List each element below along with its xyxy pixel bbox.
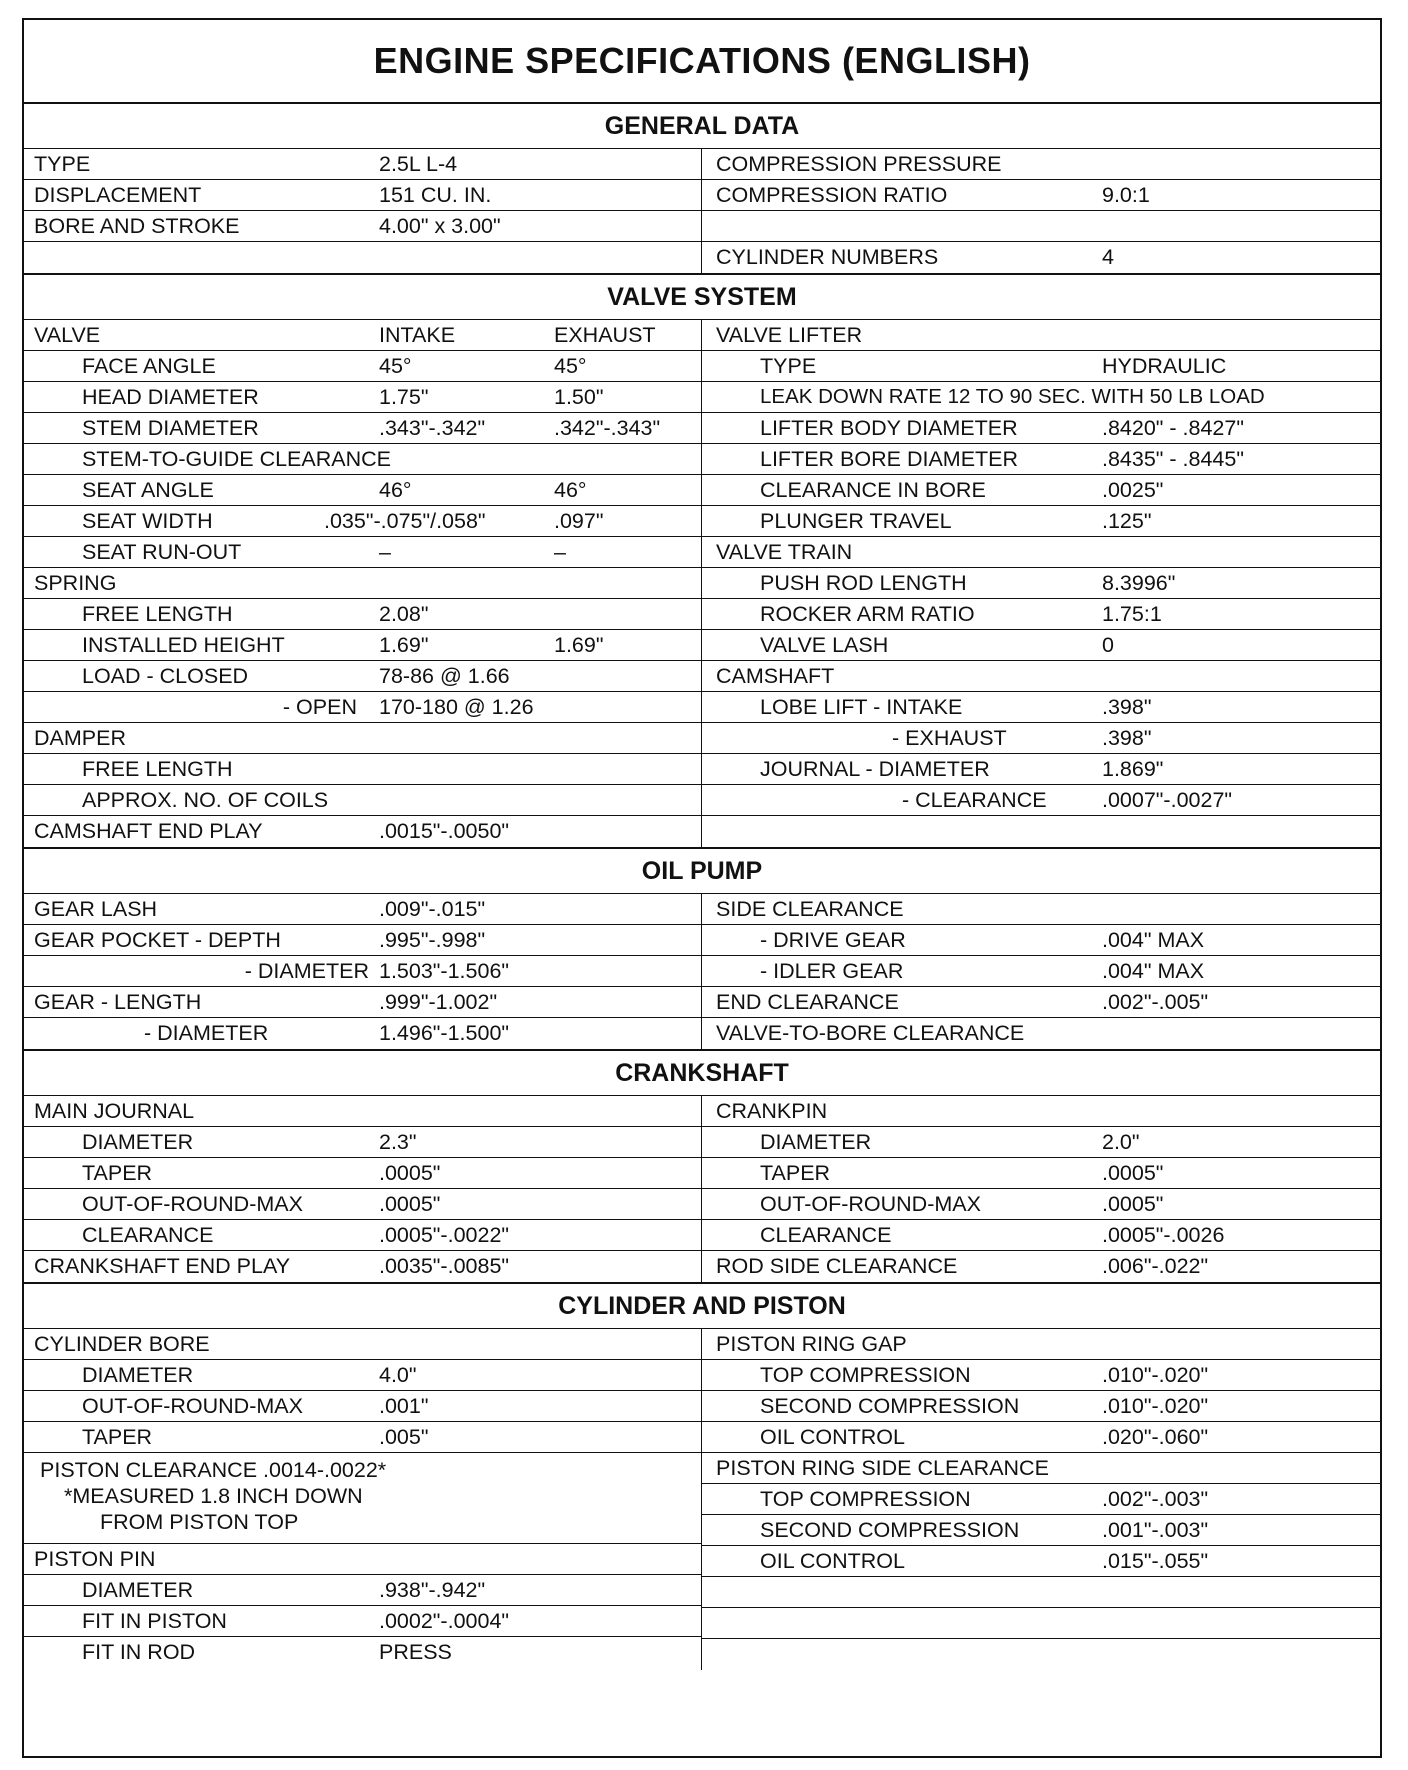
table-row	[702, 211, 1380, 242]
table-row	[24, 599, 701, 630]
table-row	[702, 506, 1380, 537]
spec-label: OUT-OF-ROUND-MAX	[82, 1191, 303, 1216]
note-line: FROM PISTON TOP	[100, 1510, 299, 1534]
spec-value: .004" MAX	[1102, 958, 1205, 983]
table-row	[702, 320, 1380, 351]
section-valve-system	[24, 275, 1380, 849]
spec-label: SECOND COMPRESSION	[760, 1517, 1020, 1542]
spec-value: .0007"-.0027"	[1102, 787, 1233, 812]
table-row	[24, 956, 701, 987]
valve-right-column	[702, 320, 1380, 847]
spec-value: .010"-.020"	[1102, 1393, 1209, 1418]
table-row	[24, 475, 701, 506]
spec-value: 0	[1102, 632, 1114, 657]
table-row	[702, 444, 1380, 475]
spec-label: VALVE	[34, 322, 101, 347]
spec-sheet	[22, 18, 1382, 1758]
spec-value: .995"-.998"	[379, 927, 486, 952]
spec-value: 1.503"-1.506"	[379, 958, 510, 983]
table-row	[24, 1637, 701, 1668]
table-row	[702, 475, 1380, 506]
spec-label: CYLINDER NUMBERS	[716, 245, 939, 269]
exhaust-value: 1.69"	[554, 632, 604, 657]
table-row	[702, 661, 1380, 692]
table-row	[702, 413, 1380, 444]
table-row	[24, 816, 701, 847]
spec-label: MAIN JOURNAL	[34, 1098, 195, 1123]
crank-left-column	[24, 1096, 702, 1282]
table-row	[702, 692, 1380, 723]
table-row	[702, 754, 1380, 785]
table-row	[702, 351, 1380, 382]
section-oil-pump	[24, 849, 1380, 1051]
table-row	[24, 1575, 701, 1606]
table-row	[702, 537, 1380, 568]
spec-value: .0005"	[379, 1160, 441, 1185]
section-header: VALVE SYSTEM	[24, 275, 1380, 320]
spec-label: CLEARANCE IN BORE	[760, 477, 986, 502]
table-row	[24, 661, 701, 692]
exhaust-value: 46°	[554, 477, 587, 502]
spec-value: 1.75:1	[1102, 601, 1162, 626]
table-row	[24, 180, 701, 211]
spec-label: COMPRESSION PRESSURE	[716, 151, 1002, 176]
spec-label: VALVE LASH	[760, 632, 889, 657]
spec-label: OUT-OF-ROUND-MAX	[760, 1191, 981, 1216]
intake-value: 1.75"	[379, 384, 429, 409]
general-right-column	[702, 149, 1380, 273]
table-row	[702, 149, 1380, 180]
spec-value: .0002"-.0004"	[379, 1608, 510, 1633]
spec-label: ROD SIDE CLEARANCE	[716, 1254, 958, 1278]
table-row	[24, 987, 701, 1018]
spec-value: .020"-.060"	[1102, 1424, 1209, 1449]
table-row	[702, 1422, 1380, 1453]
table-row	[702, 925, 1380, 956]
table-row	[702, 1453, 1380, 1484]
section-header: CYLINDER AND PISTON	[24, 1284, 1380, 1329]
spec-label: VALVE TRAIN	[716, 539, 853, 564]
table-row	[702, 1096, 1380, 1127]
spec-value: 4	[1102, 245, 1114, 269]
intake-value: 2.08"	[379, 601, 429, 626]
table-row	[702, 1220, 1380, 1251]
intake-value: 46°	[379, 477, 412, 502]
table-row	[702, 1608, 1380, 1639]
table-row	[702, 1329, 1380, 1360]
spec-label: VALVE-TO-BORE CLEARANCE	[716, 1021, 1025, 1045]
spec-label: BORE AND STROKE	[34, 213, 240, 238]
table-row	[702, 723, 1380, 754]
table-row	[702, 894, 1380, 925]
spec-label: LOAD - CLOSED	[82, 663, 249, 688]
intake-value: 78-86 @ 1.66	[379, 663, 510, 688]
spec-value: .938"-.942"	[379, 1577, 486, 1602]
spec-label: TAPER	[82, 1424, 153, 1449]
table-row	[24, 1158, 701, 1189]
spec-label: OIL CONTROL	[760, 1424, 905, 1449]
spec-label: - IDLER GEAR	[760, 958, 904, 983]
section-cylinder-piston	[24, 1284, 1380, 1670]
spec-label: DISPLACEMENT	[34, 182, 202, 207]
oil-right-column	[702, 894, 1380, 1049]
spec-label: - DIAMETER	[144, 1021, 269, 1045]
table-row	[24, 785, 701, 816]
table-row	[702, 568, 1380, 599]
spec-label: CYLINDER BORE	[34, 1331, 210, 1356]
table-row	[24, 413, 701, 444]
spec-value: .015"-.055"	[1102, 1548, 1209, 1573]
spec-value: 4.0"	[379, 1362, 417, 1387]
table-row	[702, 180, 1380, 211]
table-row	[702, 956, 1380, 987]
exhaust-value: .342"-.343"	[554, 415, 661, 440]
spec-label: GEAR POCKET - DEPTH	[34, 927, 281, 952]
piston-clearance-note	[24, 1453, 701, 1544]
spec-value: .0005"	[1102, 1191, 1164, 1216]
spec-label: CLEARANCE	[760, 1222, 892, 1247]
table-row	[24, 723, 701, 754]
table-row	[702, 816, 1380, 847]
spec-value: 1.496"-1.500"	[379, 1021, 510, 1045]
spec-label: COMPRESSION RATIO	[716, 182, 948, 207]
spec-label: LIFTER BORE DIAMETER	[760, 446, 1019, 471]
spec-label: CAMSHAFT	[716, 663, 835, 688]
spec-label: JOURNAL - DIAMETER	[760, 756, 990, 781]
table-row	[24, 1251, 701, 1282]
spec-label: DIAMETER	[82, 1577, 194, 1602]
cyl-right-column	[702, 1329, 1380, 1670]
spec-label: DIAMETER	[760, 1129, 872, 1154]
spec-value: .125"	[1102, 508, 1152, 533]
table-row	[24, 444, 701, 475]
spec-label: ROCKER ARM RATIO	[760, 601, 975, 626]
spec-label: TAPER	[82, 1160, 153, 1185]
spec-label: LOBE LIFT - INTAKE	[760, 694, 963, 719]
table-row	[24, 1329, 701, 1360]
spec-label: - EXHAUST	[892, 725, 1007, 750]
spec-value: .002"-.005"	[1102, 989, 1209, 1014]
spec-label: PISTON RING GAP	[716, 1331, 907, 1356]
valve-left-column	[24, 320, 702, 847]
spec-value: 9.0:1	[1102, 182, 1150, 207]
spec-value: 8.3996"	[1102, 570, 1176, 595]
spec-value: .8435" - .8445"	[1102, 446, 1244, 471]
table-row	[702, 242, 1380, 273]
spec-value: 1.869"	[1102, 756, 1164, 781]
spec-label: PISTON PIN	[34, 1546, 156, 1571]
spec-label: - DIAMETER	[244, 958, 369, 983]
spec-label: PLUNGER TRAVEL	[760, 508, 952, 533]
table-row	[702, 1158, 1380, 1189]
intake-value: 170-180 @ 1.26	[379, 694, 534, 719]
spec-label: STEM-TO-GUIDE CLEARANCE	[82, 446, 391, 471]
spec-value: HYDRAULIC	[1102, 353, 1227, 378]
spec-label: DAMPER	[34, 725, 126, 750]
spec-label: FREE LENGTH	[82, 756, 233, 781]
spec-value: 2.0"	[1102, 1129, 1140, 1154]
table-row	[24, 1018, 701, 1049]
spec-label: - DRIVE GEAR	[760, 927, 906, 952]
spec-label: CRANKSHAFT END PLAY	[34, 1254, 291, 1278]
section-crankshaft	[24, 1051, 1380, 1284]
table-row	[702, 599, 1380, 630]
table-row	[24, 1189, 701, 1220]
table-row	[24, 1220, 701, 1251]
table-row	[24, 1544, 701, 1575]
section-header: CRANKSHAFT	[24, 1051, 1380, 1096]
section-general-data	[24, 104, 1380, 275]
table-row	[702, 987, 1380, 1018]
note-line: *MEASURED 1.8 INCH DOWN	[64, 1484, 363, 1508]
spec-label: TYPE	[760, 353, 817, 378]
spec-value: PRESS	[379, 1640, 452, 1664]
exhaust-value: 45°	[554, 353, 587, 378]
spec-label: HEAD DIAMETER	[82, 384, 259, 409]
exhaust-value: EXHAUST	[554, 322, 656, 347]
spec-value: .0005"	[1102, 1160, 1164, 1185]
table-row	[24, 754, 701, 785]
spec-value: .0035"-.0085"	[379, 1254, 510, 1278]
table-row	[702, 630, 1380, 661]
table-row	[702, 1577, 1380, 1608]
intake-value: 45°	[379, 353, 412, 378]
spec-label: GEAR - LENGTH	[34, 989, 202, 1014]
intake-value: 1.69"	[379, 632, 429, 657]
table-row	[24, 537, 701, 568]
spec-label: OIL CONTROL	[760, 1548, 905, 1573]
spec-label: SEAT WIDTH	[82, 508, 213, 533]
oil-left-column	[24, 894, 702, 1049]
table-row	[24, 1127, 701, 1158]
spec-label: PUSH ROD LENGTH	[760, 570, 967, 595]
spec-value: .001"-.003"	[1102, 1517, 1209, 1542]
table-row	[24, 630, 701, 661]
table-row	[702, 1018, 1380, 1049]
cyl-left-column	[24, 1329, 702, 1670]
spec-value: .009"-.015"	[379, 896, 486, 921]
table-row	[702, 1360, 1380, 1391]
spec-value: 2.5L L-4	[379, 151, 458, 176]
spec-value: .0005"	[379, 1191, 441, 1216]
spec-label: SPRING	[34, 570, 117, 595]
spec-value: .005"	[379, 1424, 429, 1449]
spec-label: LEAK DOWN RATE 12 TO 90 SEC. WITH 50 LB LOAD	[760, 385, 1265, 408]
table-row	[24, 351, 701, 382]
spec-label: INSTALLED HEIGHT	[82, 632, 285, 657]
intake-value: INTAKE	[379, 322, 456, 347]
spec-value: .0005"-.0026	[1102, 1222, 1225, 1247]
spec-label: CAMSHAFT END PLAY	[34, 819, 263, 843]
spec-label: OUT-OF-ROUND-MAX	[82, 1393, 303, 1418]
intake-value: .343"-.342"	[379, 415, 486, 440]
spec-label: END CLEARANCE	[716, 989, 899, 1014]
table-row	[24, 1422, 701, 1453]
note-line: PISTON CLEARANCE .0014-.0022*	[40, 1458, 387, 1482]
table-row	[702, 382, 1380, 413]
spec-label: - CLEARANCE	[902, 787, 1047, 812]
table-row	[24, 1360, 701, 1391]
spec-value: .398"	[1102, 725, 1152, 750]
table-row	[24, 692, 701, 723]
spec-value: .010"-.020"	[1102, 1362, 1209, 1387]
spec-value: 4.00" x 3.00"	[379, 213, 501, 238]
table-row	[702, 1546, 1380, 1577]
spec-value: .999"-1.002"	[379, 989, 498, 1014]
spec-label: LIFTER BODY DIAMETER	[760, 415, 1018, 440]
spec-label: - OPEN	[282, 694, 357, 719]
table-row	[702, 1515, 1380, 1546]
spec-label: SEAT ANGLE	[82, 477, 214, 502]
table-row	[24, 925, 701, 956]
spec-value: .004" MAX	[1102, 927, 1205, 952]
table-row	[702, 1391, 1380, 1422]
table-row	[24, 568, 701, 599]
spec-label: DIAMETER	[82, 1362, 194, 1387]
table-row	[24, 320, 701, 351]
exhaust-value: –	[554, 539, 566, 564]
spec-value: .001"	[379, 1393, 429, 1418]
table-row	[24, 211, 701, 242]
spec-label: SIDE CLEARANCE	[716, 896, 904, 921]
spec-label: PISTON RING SIDE CLEARANCE	[716, 1455, 1049, 1480]
table-row	[702, 1484, 1380, 1515]
spec-label: TOP COMPRESSION	[760, 1486, 971, 1511]
page-title: ENGINE SPECIFICATIONS (ENGLISH)	[24, 20, 1380, 104]
table-row	[702, 1639, 1380, 1670]
spec-value: 151 CU. IN.	[379, 182, 492, 207]
table-row	[702, 1127, 1380, 1158]
exhaust-value: 1.50"	[554, 384, 604, 409]
spec-label: TAPER	[760, 1160, 831, 1185]
table-row	[702, 785, 1380, 816]
table-row	[24, 1096, 701, 1127]
section-header: OIL PUMP	[24, 849, 1380, 894]
spec-label: CLEARANCE	[82, 1222, 214, 1247]
spec-label: TYPE	[34, 151, 91, 176]
crank-right-column	[702, 1096, 1380, 1282]
table-row	[24, 894, 701, 925]
intake-value: –	[379, 539, 391, 564]
spec-label: TOP COMPRESSION	[760, 1362, 971, 1387]
spec-value: .8420" - .8427"	[1102, 415, 1244, 440]
table-row	[24, 382, 701, 413]
spec-label: VALVE LIFTER	[716, 322, 863, 347]
section-header: GENERAL DATA	[24, 104, 1380, 149]
table-row	[24, 506, 701, 537]
spec-label: GEAR LASH	[34, 896, 158, 921]
intake-value: .0015"-.0050"	[379, 819, 510, 843]
spec-label: FIT IN PISTON	[82, 1608, 227, 1633]
intake-value: .035"-.075"/.058"	[324, 508, 486, 533]
table-row	[702, 1251, 1380, 1282]
spec-label: FREE LENGTH	[82, 601, 233, 626]
spec-label: CRANKPIN	[716, 1098, 828, 1123]
spec-label: DIAMETER	[82, 1129, 194, 1154]
spec-value: .0005"-.0022"	[379, 1222, 510, 1247]
spec-label: FIT IN ROD	[82, 1640, 196, 1664]
table-row	[24, 149, 701, 180]
exhaust-value: .097"	[554, 508, 604, 533]
spec-value: .398"	[1102, 694, 1152, 719]
spec-label: FACE ANGLE	[82, 353, 216, 378]
spec-label: SECOND COMPRESSION	[760, 1393, 1020, 1418]
general-left-column	[24, 149, 702, 273]
table-row	[24, 1606, 701, 1637]
table-row	[702, 1189, 1380, 1220]
spec-label: SEAT RUN-OUT	[82, 539, 242, 564]
spec-value: 2.3"	[379, 1129, 417, 1154]
spec-label: STEM DIAMETER	[82, 415, 259, 440]
table-row	[24, 1391, 701, 1422]
table-row	[24, 242, 701, 273]
spec-value: .0025"	[1102, 477, 1164, 502]
spec-value: .002"-.003"	[1102, 1486, 1209, 1511]
spec-value: .006"-.022"	[1102, 1254, 1209, 1278]
spec-label: APPROX. NO. OF COILS	[82, 787, 329, 812]
